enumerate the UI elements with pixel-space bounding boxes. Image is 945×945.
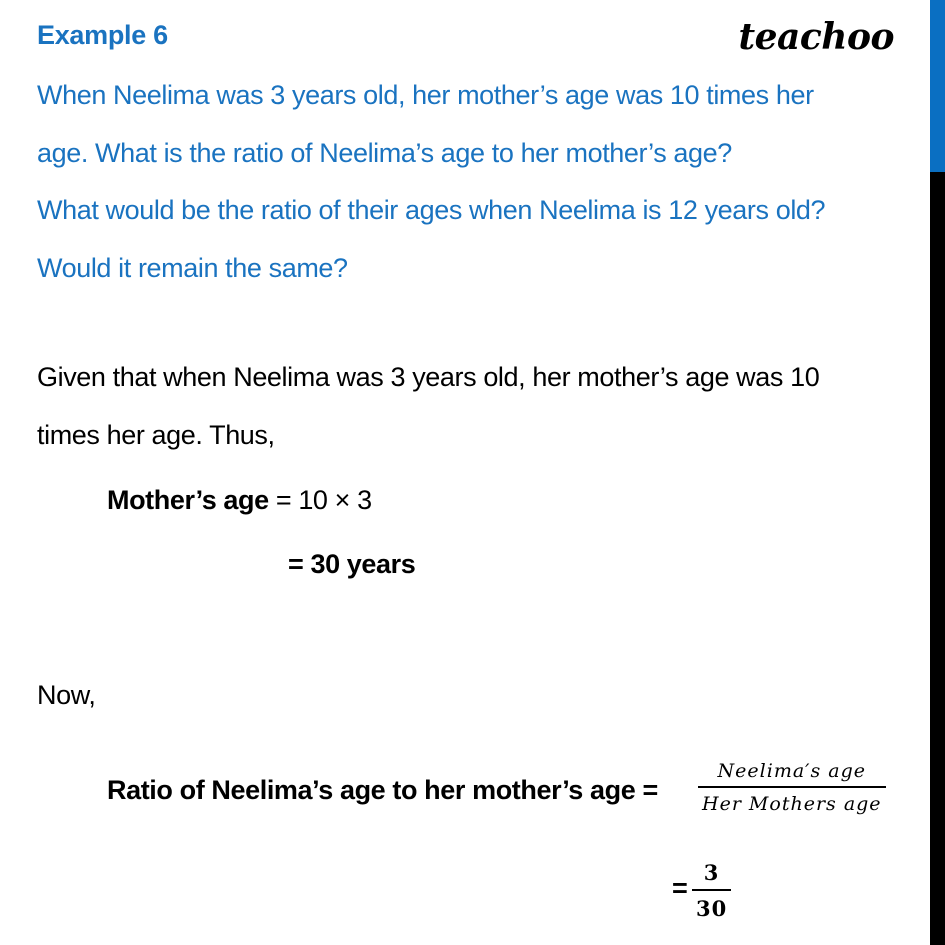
question-line-1: When Neelima was 3 years old, her mother’s age was 10 times her [37,80,814,110]
given-line-2: times her age. Thus, [37,420,275,450]
fraction-bar [698,786,886,788]
ratio-label: Ratio of Neelima’s age to her mother’s age = [107,775,658,805]
ratio-denominator: Her Mothers age [702,793,882,815]
ratio-numerator: Neelima′s age [717,760,866,782]
ratio-value-fraction [692,860,731,921]
ratio-value-denominator: 30 [696,896,728,921]
mother-age-expression: = 10 × 3 [268,485,372,515]
scrollbar-thumb[interactable] [930,0,945,172]
teachoo-logo: teachoo [738,16,894,58]
question-line-3: What would be the ratio of their ages when Neelima is 12 years old? [37,195,826,225]
equals-sign: = [672,873,688,903]
example-title: Example 6 [37,20,168,50]
scrollbar-track[interactable] [930,0,945,945]
mother-age-result: = 30 years [288,549,416,579]
question-line-2: age. What is the ratio of Neelima’s age to her mother’s age? [37,138,732,168]
mother-age-equation [107,485,372,516]
fraction-bar [692,889,731,891]
ratio-value-numerator: 3 [703,860,720,885]
question-line-4: Would it remain the same? [37,253,348,283]
now-label: Now, [37,680,96,710]
mother-age-label: Mother’s age [107,485,269,515]
given-line-1: Given that when Neelima was 3 years old, her mother’s age was 10 [37,362,820,392]
ratio-fraction [698,760,886,815]
